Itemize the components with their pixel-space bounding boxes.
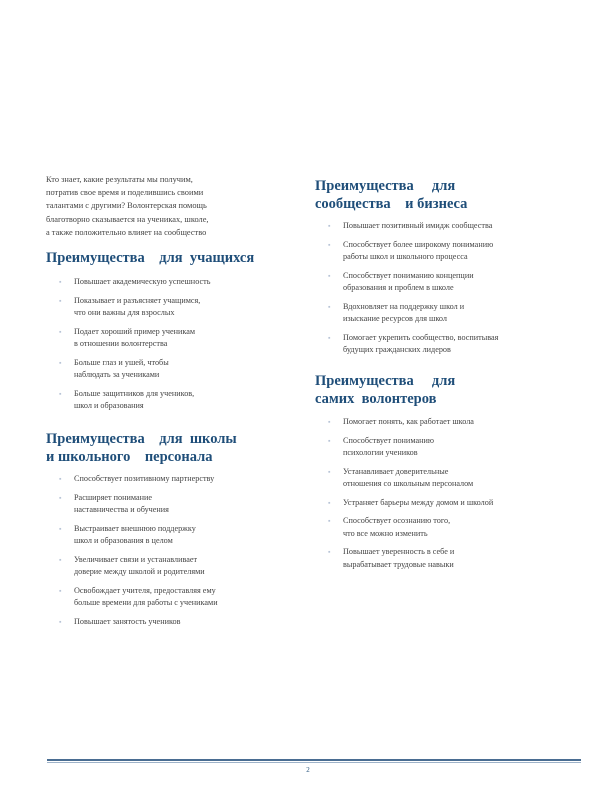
- list-item-text: работы школ и школьного процесса: [343, 252, 468, 261]
- intro-line: потратив свое время и поделившись своими: [46, 188, 204, 198]
- list-item: [46, 616, 296, 629]
- heading-volunteers: [315, 372, 455, 408]
- list-item-text: Расширяет понимание: [74, 492, 153, 502]
- list-item-text: в отношении волонтерства: [74, 339, 168, 348]
- list-item: [315, 332, 575, 357]
- heading-line: самих волонтеров: [315, 391, 437, 407]
- list-item-text: что все можно изменить: [343, 528, 428, 538]
- list-item: [46, 554, 296, 579]
- bullet-icon: ▪: [59, 296, 62, 305]
- list-item-text: образования и проблем в школе: [343, 283, 454, 292]
- heading-line: Преимущества для школы: [46, 431, 237, 447]
- bullet-icon: ▪: [328, 240, 331, 249]
- intro-line: талантами с другими? Волонтерская помощь: [46, 201, 207, 211]
- bullet-icon: ▪: [328, 333, 331, 342]
- list-item-text: что они важны для взрослых: [74, 308, 175, 317]
- list-item: [46, 326, 296, 351]
- footer-rule-top: [47, 759, 581, 761]
- heading-line: сообщества и бизнеса: [315, 196, 468, 212]
- list-item: [315, 515, 575, 540]
- bullet-icon: ▪: [328, 498, 331, 507]
- list-item: [315, 270, 575, 295]
- list-item-text: Повышает академическую успешность: [74, 277, 211, 286]
- bullet-icon: ▪: [328, 222, 331, 230]
- list-item-text: наставничества и обучения: [74, 505, 169, 514]
- list-item: [46, 357, 296, 382]
- list-item-text: Увеличивает связи и устанавливает: [74, 554, 198, 564]
- bullet-icon: ▪: [59, 586, 62, 595]
- list-item: [46, 585, 296, 610]
- bullet-icon: ▪: [328, 517, 331, 525]
- intro-paragraph: [46, 173, 246, 239]
- list-item: [315, 497, 575, 510]
- intro-line: а также положительно влияет на сообщество: [46, 227, 207, 237]
- list-item: [315, 301, 575, 326]
- list-item: [315, 466, 575, 491]
- list-volunteers: [315, 416, 575, 577]
- list-item-text: Способствует позитивному партнерству: [74, 474, 215, 483]
- list-item-text: вырабатывает трудовые навыки: [343, 559, 454, 569]
- intro-line: благотворно сказывается на учениках, школе,: [46, 214, 209, 224]
- list-item-text: Повышает позитивный имидж сообщества: [343, 221, 493, 230]
- heading-school: [46, 430, 237, 466]
- list-item-text: Помогает понять, как работает школа: [343, 417, 474, 426]
- list-item: [315, 435, 575, 460]
- list-item-text: больше времени для работы с учениками: [74, 598, 218, 607]
- list-item-text: Выстраивает внешнюю поддержку: [74, 523, 196, 533]
- list-item-text: Освобождает учителя, предоставляя ему: [74, 585, 216, 595]
- bullet-icon: ▪: [59, 278, 62, 286]
- list-item: [315, 416, 575, 429]
- list-school: [46, 473, 296, 634]
- list-item-text: психологии учеников: [343, 448, 418, 457]
- list-item: [315, 220, 575, 233]
- list-item-text: будущих гражданских лидеров: [343, 345, 451, 354]
- list-item-text: Повышает занятость учеников: [74, 616, 181, 626]
- list-item: [46, 492, 296, 517]
- heading-line: и школьного персонала: [46, 449, 213, 465]
- list-item-text: отношения со школьным персоналом: [343, 479, 474, 488]
- bullet-icon: ▪: [59, 389, 62, 398]
- bullet-icon: ▪: [328, 302, 331, 311]
- list-item-text: Способствует пониманию: [343, 435, 434, 445]
- list-item-text: Устанавливает доверительные: [343, 466, 449, 476]
- list-item-text: Повышает уверенность в себе и: [343, 547, 455, 556]
- list-item: [46, 276, 296, 289]
- list-item-text: Больше защитников для учеников,: [74, 388, 195, 398]
- bullet-icon: ▪: [59, 555, 62, 564]
- list-item-text: Показывает и разъясняет учащимся,: [74, 295, 201, 305]
- list-item-text: Способствует более широкому пониманию: [343, 239, 494, 249]
- bullet-icon: ▪: [328, 467, 331, 476]
- intro-line: Кто знает, какие результаты мы получим,: [46, 175, 193, 184]
- list-item-text: школ и образования: [74, 401, 144, 410]
- list-item-text: Больше глаз и ушей, чтобы: [74, 357, 169, 367]
- list-item: [315, 546, 575, 571]
- list-item: [315, 239, 575, 264]
- heading-line: Преимущества для учащихся: [46, 250, 255, 266]
- bullet-icon: ▪: [328, 418, 331, 426]
- heading-line: Преимущества для: [315, 178, 456, 194]
- list-item-text: изыскание ресурсов для школ: [343, 314, 447, 323]
- list-item-text: Устраняет барьеры между домом и школой: [343, 497, 494, 507]
- list-item-text: Подает хороший пример ученикам: [74, 326, 196, 336]
- bullet-icon: ▪: [59, 617, 62, 626]
- heading-line: Преимущества для: [315, 373, 456, 389]
- list-item-text: наблюдать за учениками: [74, 370, 160, 379]
- bullet-icon: ▪: [328, 271, 331, 280]
- footer-rule-bottom: [47, 762, 581, 763]
- list-item-text: Способствует пониманию концепции: [343, 270, 474, 280]
- heading-community: [315, 177, 467, 213]
- list-item: [46, 295, 296, 320]
- bullet-icon: ▪: [59, 358, 62, 367]
- bullet-icon: ▪: [59, 475, 62, 483]
- bullet-icon: ▪: [328, 548, 331, 556]
- page-number: 2: [306, 766, 310, 774]
- bullet-icon: ▪: [59, 327, 62, 336]
- list-item-text: школ и образования в целом: [74, 536, 173, 545]
- list-students: [46, 276, 296, 419]
- bullet-icon: ▪: [59, 493, 62, 502]
- list-item-text: Вдохновляет на поддержку школ и: [343, 301, 465, 311]
- list-community: [315, 220, 575, 363]
- list-item: [46, 388, 296, 413]
- list-item-text: Помогает укрепить сообщество, воспитывая: [343, 332, 499, 342]
- list-item-text: Способствует осознанию того,: [343, 516, 451, 525]
- bullet-icon: ▪: [328, 436, 331, 445]
- list-item: [46, 473, 296, 486]
- heading-students: [46, 249, 254, 267]
- list-item-text: доверие между школой и родителями: [74, 567, 205, 576]
- bullet-icon: ▪: [59, 524, 62, 533]
- list-item: [46, 523, 296, 548]
